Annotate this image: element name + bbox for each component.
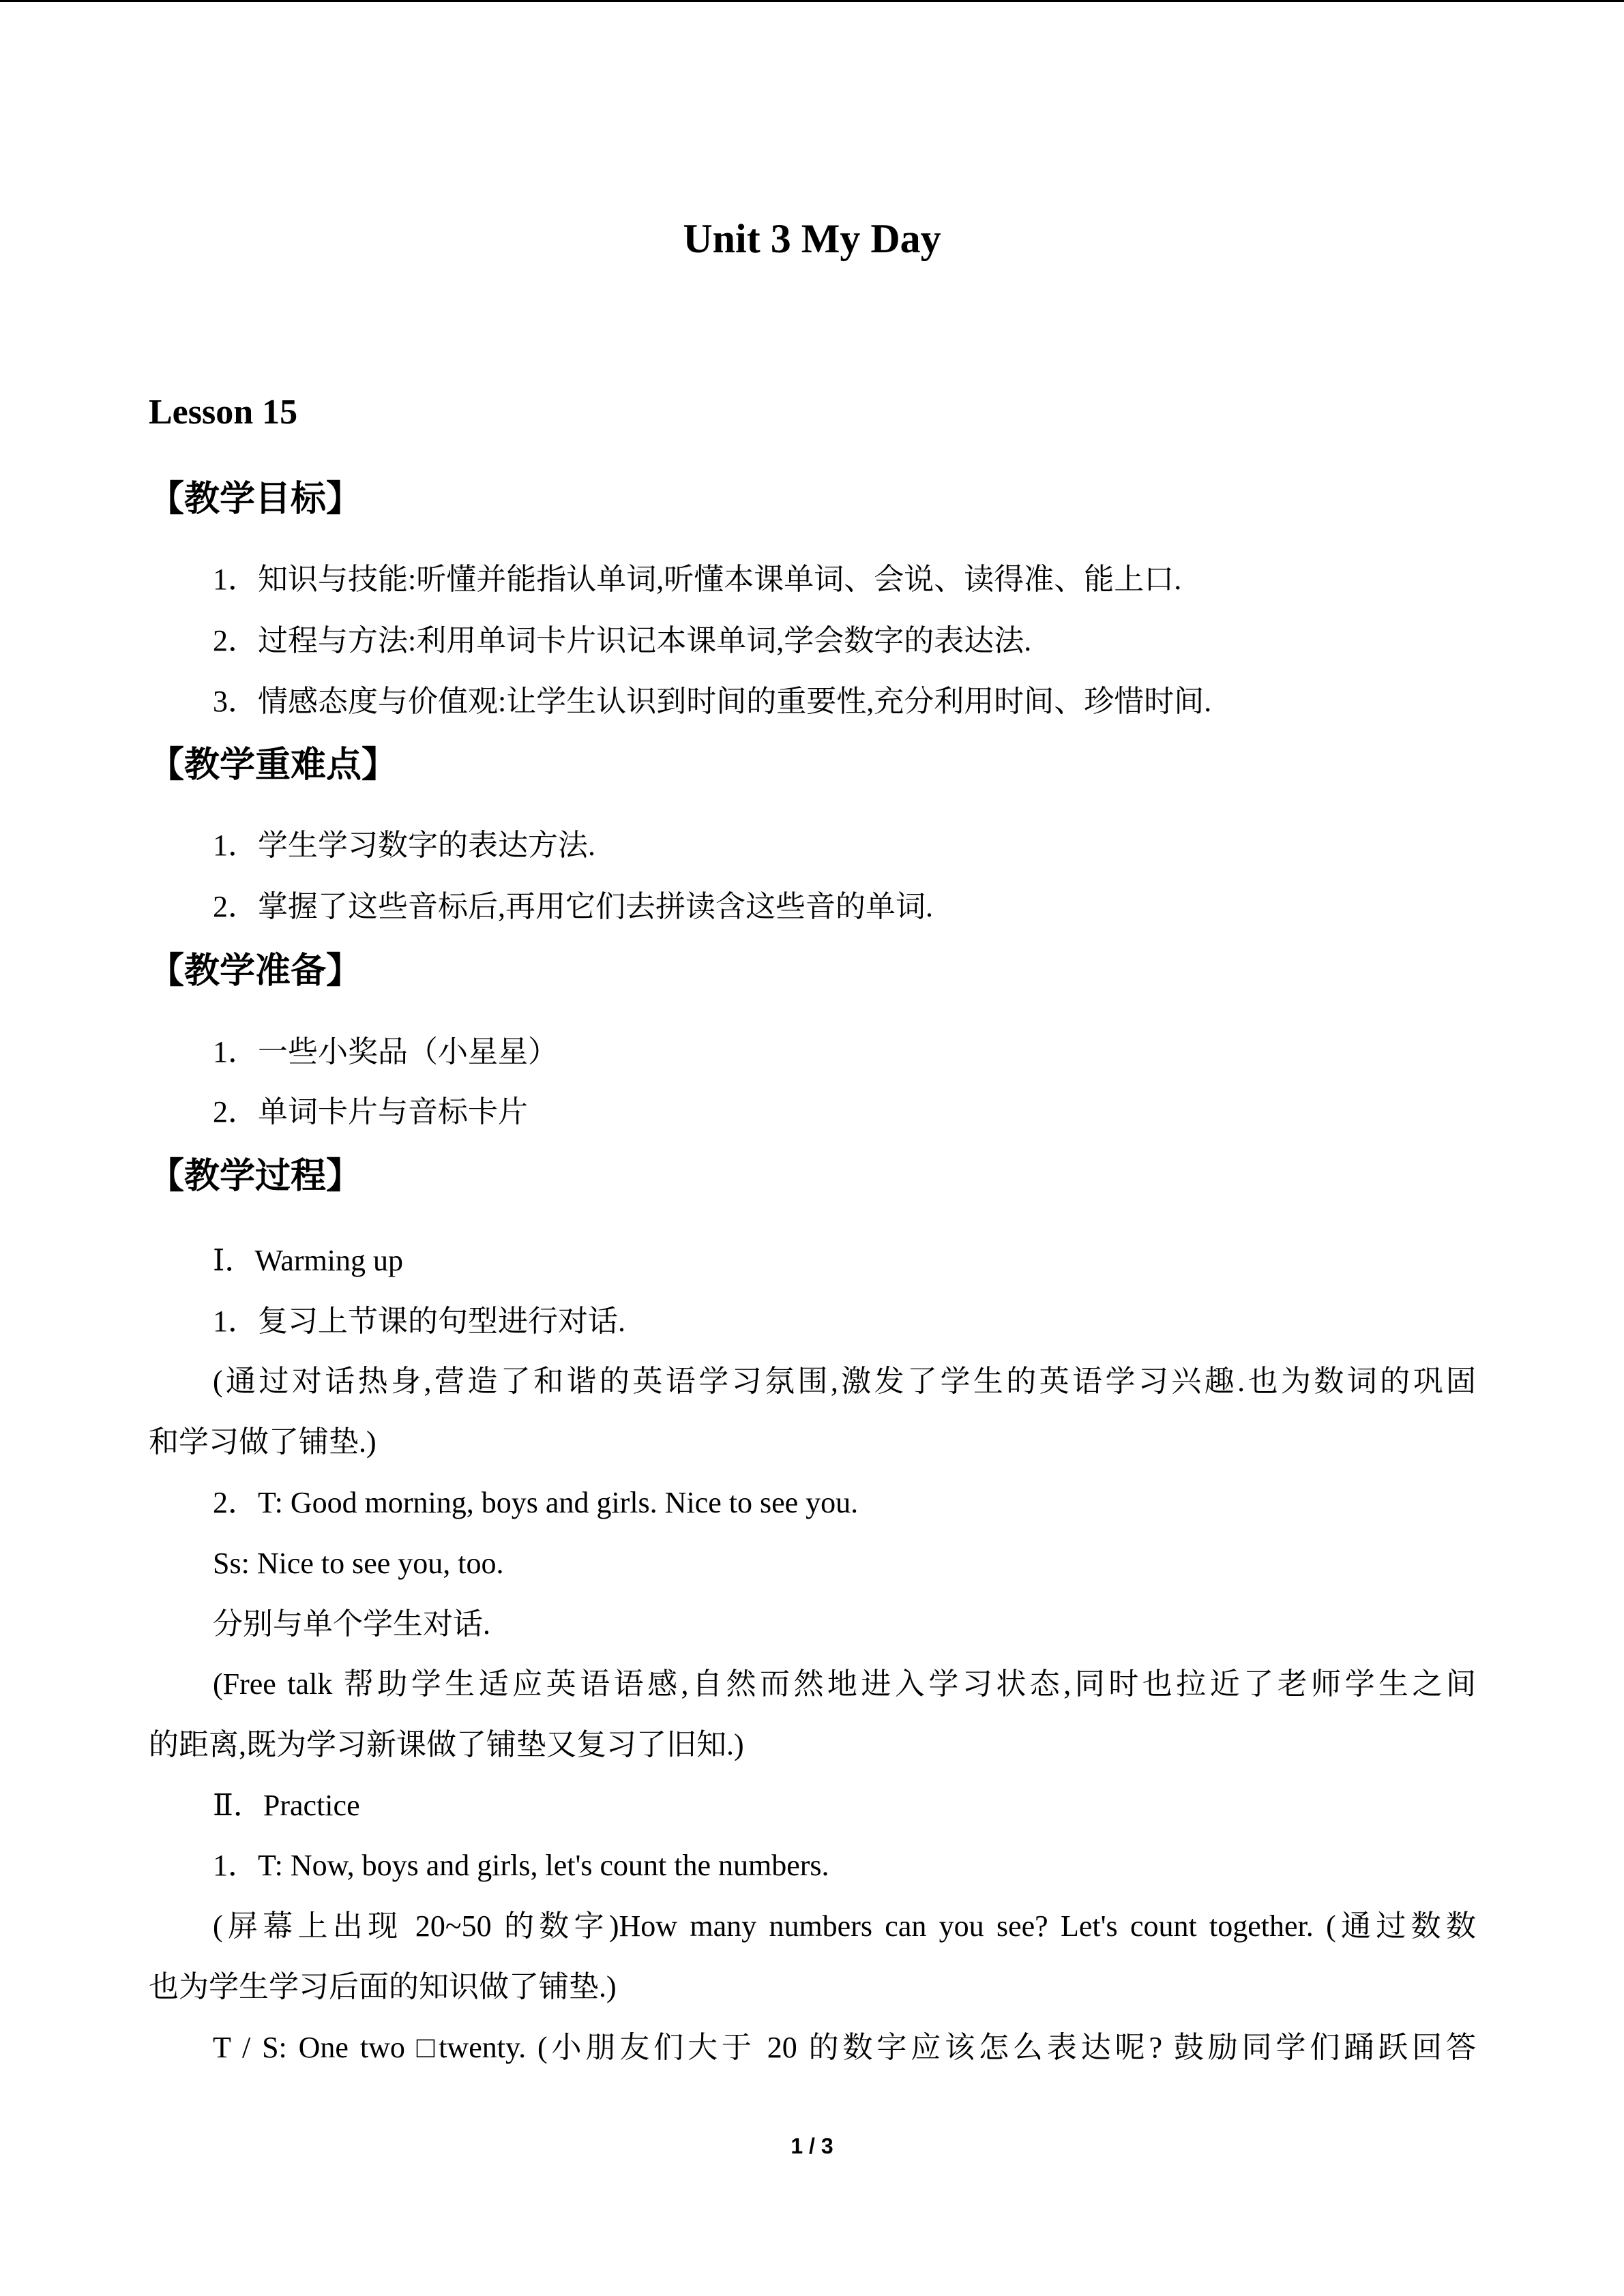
key-point-item: 1．学生学习数字的表达方法. xyxy=(213,829,595,862)
section-heading-process: 【教学过程】 xyxy=(149,1156,362,1197)
preparation-item: 2．单词卡片与音标卡片 xyxy=(213,1095,528,1129)
section-heading-preparation: 【教学准备】 xyxy=(149,951,362,992)
objective-item: 1．知识与技能:听懂并能指认单词,听懂本课单词、会说、读得准、能上口. xyxy=(213,563,1182,596)
objective-item: 2．过程与方法:利用单词卡片识记本课单词,学会数字的表达法. xyxy=(213,624,1032,657)
process-line: 1．复习上节课的句型进行对话. xyxy=(213,1304,625,1338)
process-line: (Free talk 帮助学生适应英语语感,自然而然地进入学习状态,同时也拉近了老师学生之间 xyxy=(213,1667,1476,1701)
process-line: T / S: One two □twenty. (小朋友们大于 20 的数字应该怎么表达呢? 鼓励同学们踊跃回答 xyxy=(213,2031,1476,2064)
section-heading-key-points: 【教学重难点】 xyxy=(149,745,398,786)
lesson-title: Lesson 15 xyxy=(149,393,298,432)
page-number: 1 / 3 xyxy=(791,2134,833,2158)
document-title: Unit 3 My Day xyxy=(683,216,941,261)
key-point-item: 2．掌握了这些音标后,再用它们去拼读含这些音的单词. xyxy=(213,890,933,923)
process-line: (通过对话热身,营造了和谐的英语学习氛围,激发了学生的英语学习兴趣.也为数词的巩固 xyxy=(213,1365,1476,1398)
process-line: Ss: Nice to see you, too. xyxy=(213,1547,504,1580)
process-line: 2．T: Good morning, boys and girls. Nice to see you. xyxy=(213,1486,859,1519)
top-border-line xyxy=(0,0,1624,2)
section-heading-objectives: 【教学目标】 xyxy=(149,479,362,520)
process-line: 也为学生学习后面的知识做了铺垫.) xyxy=(149,1970,617,2003)
process-line: Ⅰ．Warming up xyxy=(213,1244,404,1277)
process-line: 的距离,既为学习新课做了铺垫又复习了旧知.) xyxy=(149,1728,744,1761)
process-line: (屏幕上出现 20~50 的数字)How many numbers can you see? Let's count together. (通过数数 xyxy=(213,1909,1476,1943)
objective-item: 3．情感态度与价值观:让学生认识到时间的重要性,充分利用时间、珍惜时间. xyxy=(213,685,1212,718)
process-line: 分别与单个学生对话. xyxy=(213,1607,490,1641)
preparation-item: 1．一些小奖品（小星星） xyxy=(213,1035,558,1069)
process-line: 1．T: Now, boys and girls, let's count the numbers. xyxy=(213,1849,829,1882)
process-line: Ⅱ．Practice xyxy=(213,1789,360,1822)
process-line: 和学习做了铺垫.) xyxy=(149,1425,377,1459)
